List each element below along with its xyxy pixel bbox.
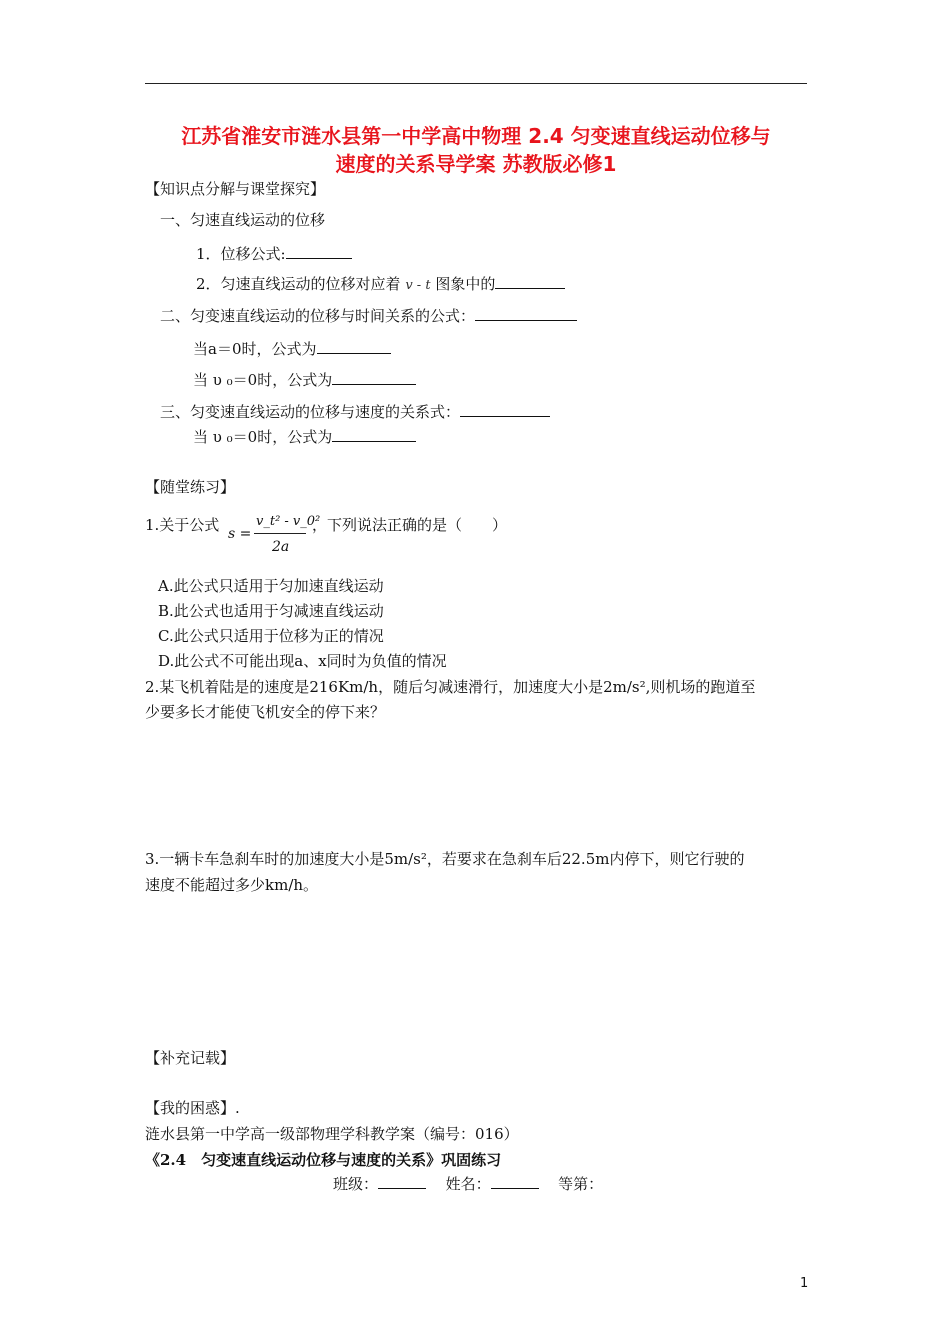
- section-supplement: 【补充记载】: [145, 1049, 236, 1067]
- class-label: 班级：: [333, 1175, 379, 1193]
- blank-case-v0-zero-1: [332, 370, 416, 385]
- blank-displacement-velocity: [460, 402, 550, 417]
- formula-numerator: v_t² - v_0²: [256, 514, 321, 529]
- rank-label: 等第：: [558, 1175, 604, 1193]
- formula-lhs: s =: [228, 526, 252, 542]
- fraction-bar: [254, 533, 306, 534]
- class-line: [333, 1173, 603, 1194]
- q1-stem-a: 1.关于公式: [145, 516, 220, 534]
- part2-case-v0-label: 当 υ ₀＝0时，公式为: [193, 371, 333, 389]
- part2-case-a: [193, 338, 391, 359]
- part1-item2-label-b: 图象中的: [435, 275, 496, 293]
- q2-line-2: 少要多长才能使飞机安全的停下来？: [145, 703, 386, 721]
- title-line-1: 江苏省淮安市涟水县第一中学高中物理 2.4 匀变速直线运动位移与: [181, 124, 771, 148]
- page-number: 1: [800, 1276, 809, 1291]
- blank-name: [491, 1174, 539, 1189]
- part3-case-v0: [193, 426, 416, 447]
- vt-graph-symbol: v - t: [405, 278, 431, 293]
- q3-line-2: 速度不能超过多少km/h。: [145, 876, 319, 894]
- blank-case-a-zero: [317, 339, 391, 354]
- part1-item2-label-a: 2．匀速直线运动的位移对应着: [196, 275, 401, 293]
- q1-stem-b: ，下列说法正确的是（ ）: [312, 516, 508, 534]
- q1-formula: [228, 510, 321, 560]
- part1-item2: [196, 273, 565, 294]
- q1-option-a: A.此公式只适用于匀加速直线运动: [158, 577, 384, 595]
- q3-line-1: 3.一辆卡车急刹车时的加速度大小是5m/s²，若要求在急刹车后22.5m内停下，则它行驶的: [145, 850, 745, 868]
- section-practice: 【随堂练习】: [145, 478, 236, 496]
- part2-case-v0: [193, 369, 416, 390]
- part3-heading-label: 三、匀变速直线运动的位移与速度的关系式：: [160, 403, 461, 421]
- part1-heading: 一、匀速直线运动的位移: [160, 211, 326, 229]
- blank-displacement-formula: [286, 244, 352, 259]
- consolidation-title: 《2.4 匀变速直线运动位移与速度的关系》巩固练习: [145, 1151, 502, 1169]
- part2-case-a-label: 当a＝0时，公式为: [193, 340, 317, 358]
- section-knowledge: 【知识点分解与课堂探究】: [145, 180, 326, 198]
- part1-item1-label: 1．位移公式:: [196, 245, 286, 263]
- q2-line-1: 2.某飞机着陆是的速度是216Km/h，随后匀减速滑行，加速度大小是2m/s²,则机场的跑道至: [145, 678, 756, 696]
- blank-class: [378, 1174, 426, 1189]
- q1-option-d: D.此公式不可能出现a、x同时为负值的情况: [158, 652, 447, 670]
- part2-heading-label: 二、匀变速直线运动的位移与时间关系的公式：: [160, 307, 476, 325]
- q1-option-b: B.此公式也适用于匀减速直线运动: [158, 602, 384, 620]
- footer-school: 涟水县第一中学高一级部物理学科教学案（编号：016）: [145, 1125, 519, 1143]
- formula-denominator: 2a: [272, 539, 290, 555]
- part2-heading: [160, 305, 577, 326]
- document-title: [145, 122, 807, 178]
- part3-heading: [160, 401, 550, 422]
- part1-item1: [196, 243, 352, 264]
- top-rule: [145, 83, 807, 84]
- title-line-2: 速度的关系导学案 苏教版必修1: [335, 152, 617, 176]
- part3-case-v0-label: 当 υ ₀＝0时，公式为: [193, 428, 333, 446]
- section-confusion: 【我的困惑】.: [145, 1099, 240, 1117]
- blank-graph-area: [495, 274, 565, 289]
- q1-option-c: C.此公式只适用于位移为正的情况: [158, 627, 384, 645]
- name-label: 姓名：: [445, 1175, 491, 1193]
- blank-displacement-time: [475, 306, 577, 321]
- blank-case-v0-zero-2: [332, 427, 416, 442]
